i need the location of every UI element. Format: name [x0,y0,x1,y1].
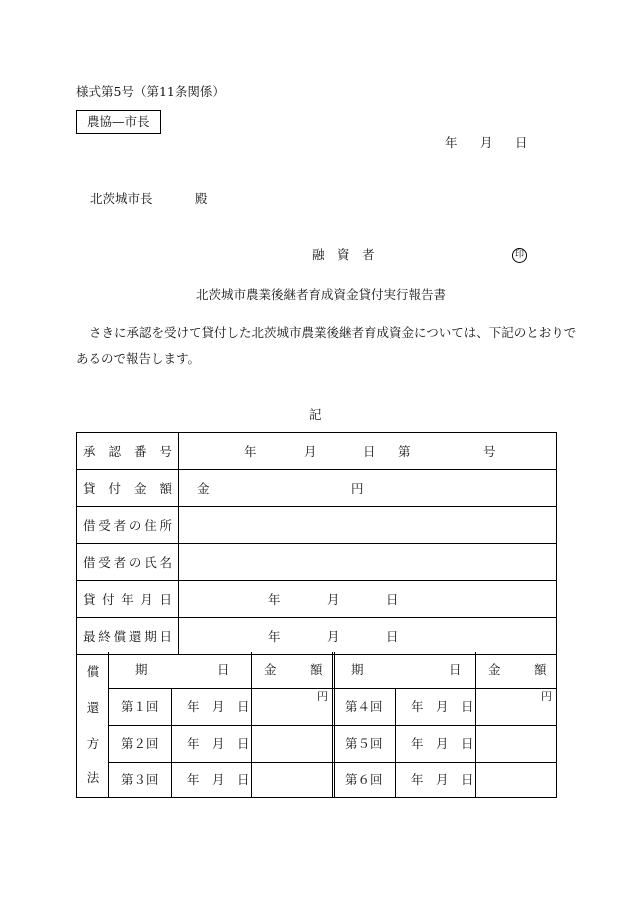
label-final-due-date: 最 終 償 還 期 日 [77,618,179,655]
repayment-label-char-1: 償 [86,664,100,679]
repayment-label-char-2: 還 [86,700,100,715]
repayment-section [76,652,557,798]
value-loan-date[interactable]: 年 月 日 [179,581,557,618]
installment-6-date[interactable]: 年 月 日 [411,772,474,787]
value-approval-number[interactable]: 年 月 日 第 号 [179,433,557,470]
installment-1: 第１回 [121,699,159,714]
installment-5: 第５回 [345,736,383,751]
col-hi-left: 日 [217,662,230,677]
repayment-label-char-3: 方 [86,736,100,751]
label-borrower-name: 借 受 者 の 氏 名 [77,544,179,581]
form-number: 様式第5号（第11条関係） [76,84,225,99]
installment-4: 第４回 [345,699,383,714]
date-year: 年 [445,135,458,150]
row-loan-date [77,581,557,618]
col-ki-left: 期 [135,662,148,677]
document-title: 北茨城市農業後継者育成資金貸付実行報告書 [196,287,447,302]
addressee-suffix: 殿 [195,191,208,206]
label-loan-amount: 貸 付 金 額 [77,470,179,507]
body-line-1: さきに承認を受けて貸付した北茨城市農業後継者育成資金については、下記のとおりで [89,325,577,340]
addressee-name: 北茨城市長 [90,191,153,206]
installment-1-date[interactable]: 年 月 日 [187,699,250,714]
report-table [76,432,557,655]
col-kin-left: 金 [264,662,277,677]
col-hi-right: 日 [449,662,462,677]
col-ki-right: 期 [351,662,364,677]
row-borrower-name [77,544,557,581]
label-loan-date: 貸 付 年 月 日 [77,581,179,618]
ki-label: 記 [309,407,322,422]
value-loan-amount[interactable]: 金 円 [179,470,557,507]
body-line-2: あるので報告します。 [76,351,201,366]
borrower-label: 融 資 者 [312,247,375,262]
date-month: 月 [480,135,493,150]
value-final-due-date[interactable]: 年 月 日 [179,618,557,655]
col-gaku-left: 額 [310,662,323,677]
installment-6: 第６回 [345,772,383,787]
row-final-due-date [77,618,557,655]
yen-mark-right: 円 [541,690,552,703]
installment-3: 第３回 [121,772,159,787]
installment-4-date[interactable]: 年 月 日 [411,699,474,714]
installment-5-date[interactable]: 年 月 日 [411,736,474,751]
value-borrower-name[interactable] [179,544,557,581]
repayment-label-char-4: 法 [86,770,100,785]
col-kin-right: 金 [488,662,501,677]
recipient-box: 農協—市長 [76,110,161,134]
seal-mark [512,247,527,263]
row-loan-amount [77,470,557,507]
yen-mark-left: 円 [317,690,328,703]
installment-2-date[interactable]: 年 月 日 [187,736,250,751]
seal-icon: 印 [512,248,527,263]
row-borrower-address [77,507,557,544]
col-gaku-right: 額 [534,662,547,677]
label-borrower-address: 借 受 者 の 住 所 [77,507,179,544]
date-day: 日 [515,135,528,150]
installment-3-date[interactable]: 年 月 日 [187,772,250,787]
row-approval-number [77,433,557,470]
value-borrower-address[interactable] [179,507,557,544]
label-approval-number: 承 認 番 号 [77,433,179,470]
installment-2: 第２回 [121,736,159,751]
